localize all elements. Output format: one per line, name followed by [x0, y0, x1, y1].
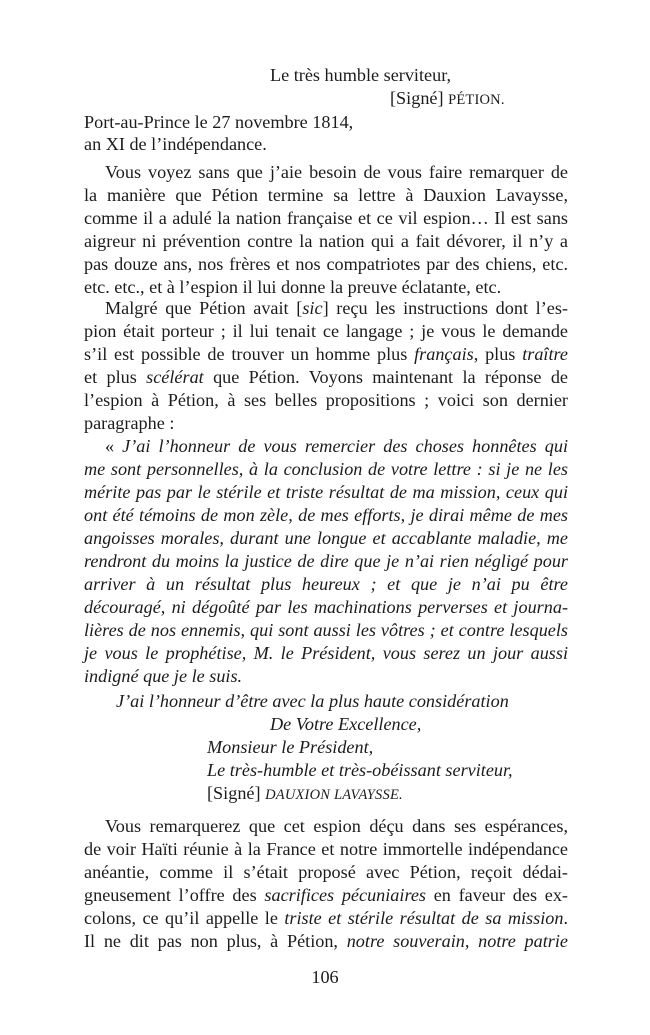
quote-line: je vous le prophétise, M. le Président, vous serez un jour aussi: [84, 643, 568, 663]
para3-line: Vous remarquerez que cet espion déçu dans ses espérances,: [105, 816, 568, 836]
para2-line: s’il est possible de trouver un homme plus français, plus traître: [84, 344, 568, 364]
quote-serviteur: Le très-humble et très-obéissant serviteur,: [207, 760, 513, 780]
letter-signature: [390, 88, 505, 111]
para2-line: Malgré que Pétion avait [sic] reçu les instructions dont l’es-: [105, 298, 568, 318]
quote-line: ont été témoins de mon zèle, de mes efforts, je dirai même de mes: [84, 505, 568, 525]
quote-open-mark: «: [105, 436, 123, 456]
para2-line: paragraphe :: [84, 413, 175, 433]
quote-line: lières de nos ennemis, qui sont aussi les vôtres ; et contre lesquels: [84, 620, 568, 640]
quote-line: mérite pas par le stérile et triste résultat de ma mission, ceux qui: [84, 482, 568, 502]
letter-closing: Le très humble serviteur,: [270, 65, 452, 85]
para3-line: anéantie, comme il s’était proposé avec Pétion, reçoit dédai-: [84, 862, 568, 882]
para3-line: Il ne dit pas non plus, à Pétion, notre souverain, notre patrie: [84, 931, 569, 951]
quote-signature: [207, 783, 403, 806]
quote-line: angoisses morales, durant une longue et accablante maladie, me: [84, 528, 568, 548]
sic-word: sic: [302, 298, 323, 318]
para1-line: aigreur ni prévention contre la nation qui a fait dévorer, il n’y a: [84, 231, 568, 251]
para1-line: pas douze ans, nos frères et nos compatriotes par des chiens, etc.: [84, 254, 568, 274]
para1-line: Vous voyez sans que j’aie besoin de vous faire remarquer de: [105, 162, 568, 182]
para3-line: colons, ce qu’il appelle le triste et stérile résultat de sa mission.: [84, 908, 568, 928]
para1-line: comme il a adulé la nation française et ce vil espion… Il est sans: [84, 208, 568, 228]
para2-line: l’espion à Pétion, à ses belles propositions ; voici son dernier: [84, 390, 568, 410]
quote-line: arriver à un résultat plus heureux ; et que je n’ai pu être: [84, 574, 568, 594]
quote-line: « J’ai l’honneur de vous remercier des choses honnêtes qui: [105, 436, 568, 456]
quote-line: découragé, ni dégoûté par les machinations perverses et journa-: [84, 597, 568, 617]
quote-monsieur: Monsieur le Président,: [207, 737, 374, 757]
para3-line: de voir Haïti réunie à la France et notre immortelle indépendance: [84, 839, 568, 859]
para3-line: gneusement l’offre des sacrifices pécuniaires en faveur des ex-: [84, 885, 568, 905]
signed-mark: [Signé]: [390, 88, 444, 108]
quote-honneur: J’ai l’honneur d’être avec la plus haute considération: [116, 691, 509, 711]
signer-name: PÉTION.: [448, 92, 505, 108]
letter-place-date: Port-au-Prince le 27 novembre 1814,: [84, 112, 354, 132]
quote-line: indigné que je le suis.: [84, 666, 243, 686]
para2-line: pion était porteur ; il lui tenait ce langage ; je vous le demande: [84, 321, 568, 341]
signer-name: DAUXION LAVAYSSE.: [265, 787, 403, 803]
para2-line: et plus scélérat que Pétion. Voyons maintenant la réponse de: [84, 367, 568, 387]
quote-line: me sont personnelles, à la conclusion de votre lettre : si je ne les: [84, 459, 568, 479]
para1-line: etc. etc., et à l’espion il lui donne la preuve éclatante, etc.: [84, 277, 502, 297]
signed-mark: [Signé]: [207, 783, 261, 803]
quote-line: rendront du moins la justice de dire que je n’ai rien négligé pour: [84, 551, 568, 571]
page-number: 106: [311, 967, 339, 987]
quote-excellence: De Votre Excellence,: [270, 714, 422, 734]
letter-era: an XI de l’indépendance.: [84, 134, 267, 154]
para1-line: la manière que Pétion termine sa lettre à Dauxion Lavaysse,: [84, 185, 568, 205]
